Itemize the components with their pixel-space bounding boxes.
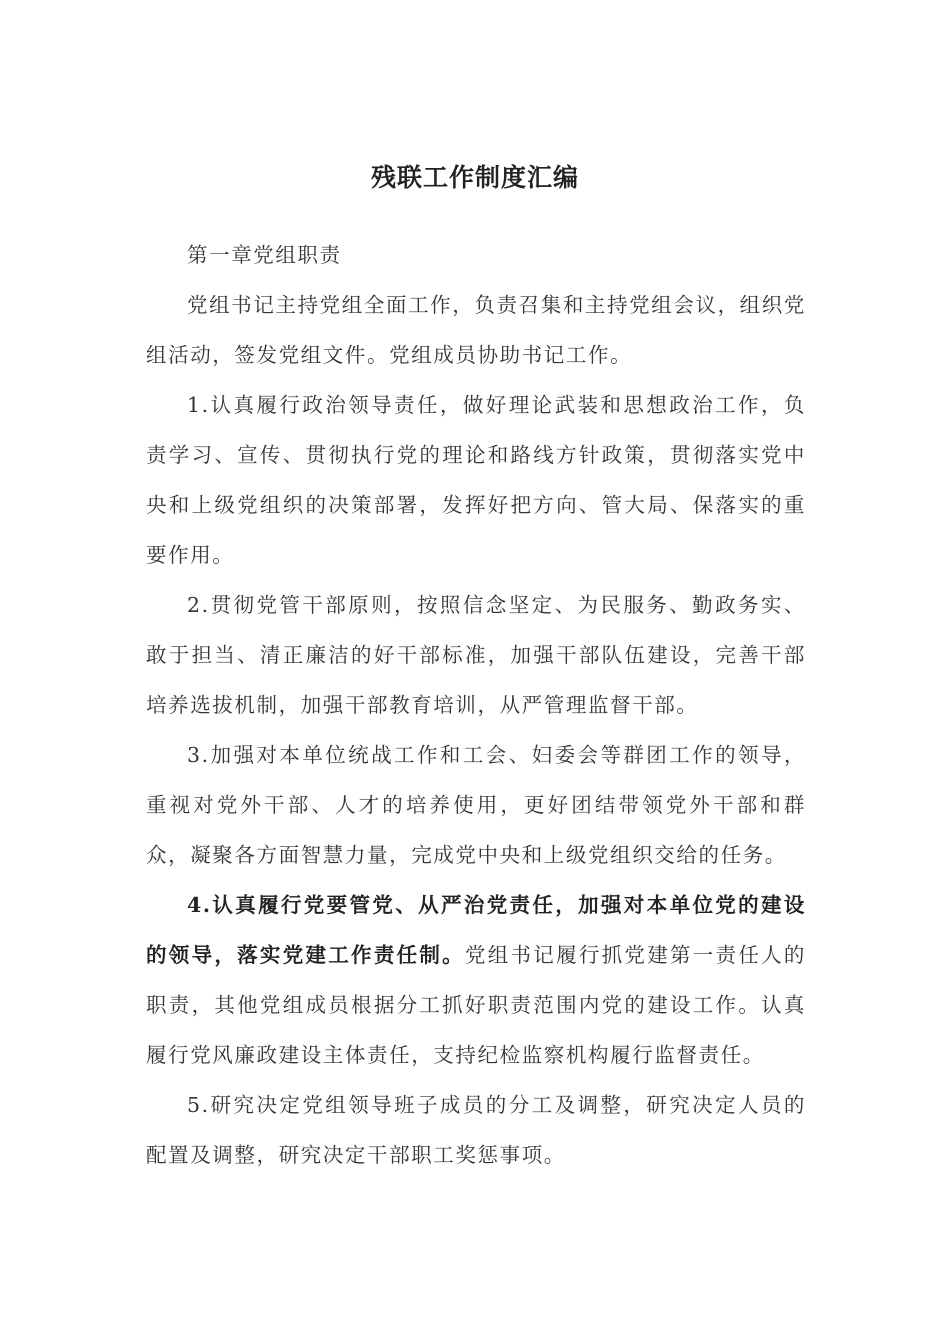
paragraph-item-4 [146, 880, 806, 1080]
document-body [146, 230, 806, 1180]
paragraph-item-5: 5.研究决定党组领导班子成员的分工及调整，研究决定人员的配置及调整，研究决定干部职工奖惩事项。 [146, 1093, 806, 1167]
chapter-heading: 第一章党组职责 [187, 243, 342, 267]
document-title: 残联工作制度汇编 [370, 163, 579, 192]
paragraph-item-1: 1.认真履行政治领导责任，做好理论武装和思想政治工作，负责学习、宣传、贯彻执行党的理论和路线方针政策，贯彻落实党中央和上级党组织的决策部署，发挥好把方向、管大局、保落实的重要作用。 [146, 393, 806, 567]
item-4-bold-text: 4.认真履行党要管党、从严治党责任，加强对本单位党的建设的领导，落实党建工作责任制。 [146, 893, 806, 967]
paragraph-intro: 党组书记主持党组全面工作，负责召集和主持党组会议，组织党组活动，签发党组文件。党组成员协助书记工作。 [146, 293, 806, 367]
paragraph-item-3: 3.加强对本单位统战工作和工会、妇委会等群团工作的领导，重视对党外干部、人才的培养使用，更好团结带领党外干部和群众，凝聚各方面智慧力量，完成党中央和上级党组织交给的任务。 [146, 743, 806, 867]
paragraph-item-2: 2.贯彻党管干部原则，按照信念坚定、为民服务、勤政务实、敢于担当、清正廉洁的好干部标准，加强干部队伍建设，完善干部培养选拔机制，加强干部教育培训，从严管理监督干部。 [146, 593, 806, 717]
item-4-normal-text: 党组书记履行抓党建第一责任人的职责，其他党组成员根据分工抓好职责范围内党的建设工作。认真履行党风廉政建设主体责任，支持纪检监察机构履行监督责任。 [146, 943, 806, 1067]
